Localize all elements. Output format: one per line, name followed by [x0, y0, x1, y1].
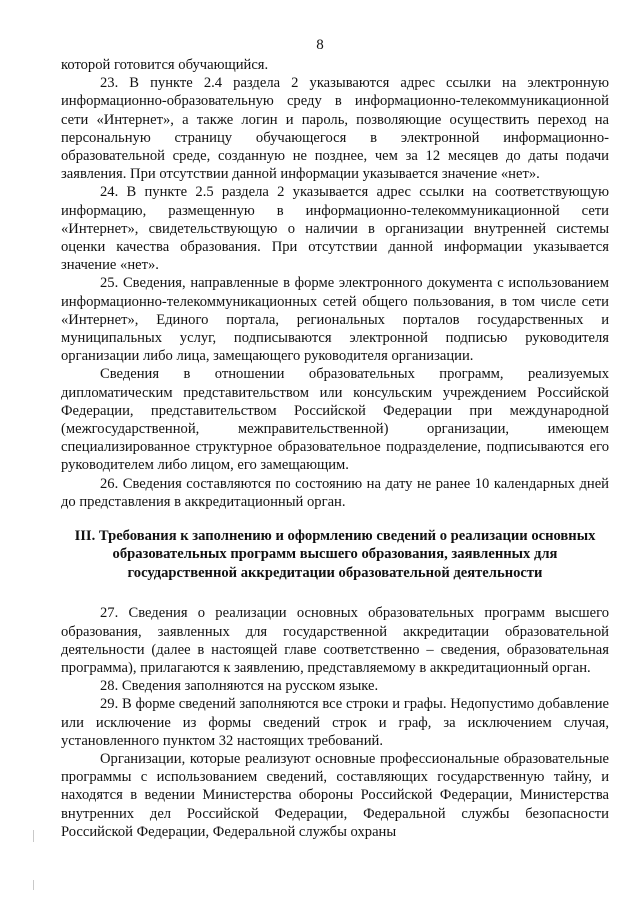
paragraph-item-24: 24. В пункте 2.5 раздела 2 указывается адрес ссылки на соответствующую информацию, размещенную в информационно-телекоммуникационной сети «Интернет», свидетельствующую о наличии в организации внутренней системы оценки качества образования. При отсутствии данной информации указывается значение «нет». — [61, 184, 609, 274]
paragraph-item-25-continuation: Сведения в отношении образовательных программ, реализуемых дипломатическим представительством или консульским учреждением Российской Федерации, представительством Российской Федерации при международной (межгосударственной, межправительственной) организации, имеющем специализированное структурное образовательное подразделение, подписываются его руководителем либо лицом, его замещающим. — [61, 366, 609, 474]
paragraph-continuation: которой готовится обучающийся. — [61, 57, 269, 73]
paragraph-item-29-continuation: Организации, которые реализуют основные профессиональные образовательные программы с использованием сведений, составляющих государственную тайну, и находятся в ведении Министерства обороны Российской Федерации, Министерства внутренних дел Российской Федерации, Федеральной службы безопасности Российской Федерации, Федеральной службы охраны — [61, 750, 609, 840]
paragraph-item-26: 26. Сведения составляются по состоянию на дату не ранее 10 календарных дней до представления в аккредитационный орган. — [61, 475, 609, 510]
scan-margin-mark — [33, 880, 34, 890]
paragraph-item-23: 23. В пункте 2.4 раздела 2 указываются адрес ссылки на электронную информационно-образовательную среду в информационно-телекоммуникационной сети «Интернет», а также логин и пароль, позволяющие осуществить переход на персональную страницу обучающегося в электронной информационно-образовательной среде, созданную не позднее, чем за 12 месяцев до даты подачи заявления. При отсутствии данной информации указывается значение «нет». — [61, 75, 609, 183]
paragraph-item-27: 27. Сведения о реализации основных образовательных программ высшего образования, заявленных для государственной аккредитации образовательной деятельности (далее в настоящей главе соответственно – сведения, образовательная программа), прилагаются к заявлению, представляемому в аккредитационный орган. — [61, 605, 609, 676]
page-number: 8 — [316, 37, 324, 53]
paragraph-item-29: 29. В форме сведений заполняются все строки и графы. Недопустимо добавление или исключение из формы сведений строк и граф, за исключением случая, установленного пунктом 32 настоящих требований. — [61, 696, 609, 749]
paragraph-item-28: 28. Сведения заполняются на русском языке. — [100, 678, 379, 695]
document-body — [61, 56, 609, 841]
section-heading: III. Требования к заполнению и оформлению сведений о реализации основных образовательных программ высшего образования, заявленных для государственной аккредитации образовательной деятельности — [74, 528, 596, 581]
paragraph-item-25: 25. Сведения, направленные в форме электронного документа с использованием информационно-телекоммуникационных сетей общего пользования, в том числе сети «Интернет», Единого портала, региональных порталов государственных и муниципальных услуг, подписываются электронной подписью руководителя организации либо лица, замещающего руководителя организации. — [61, 275, 609, 365]
scan-margin-mark — [33, 830, 34, 842]
